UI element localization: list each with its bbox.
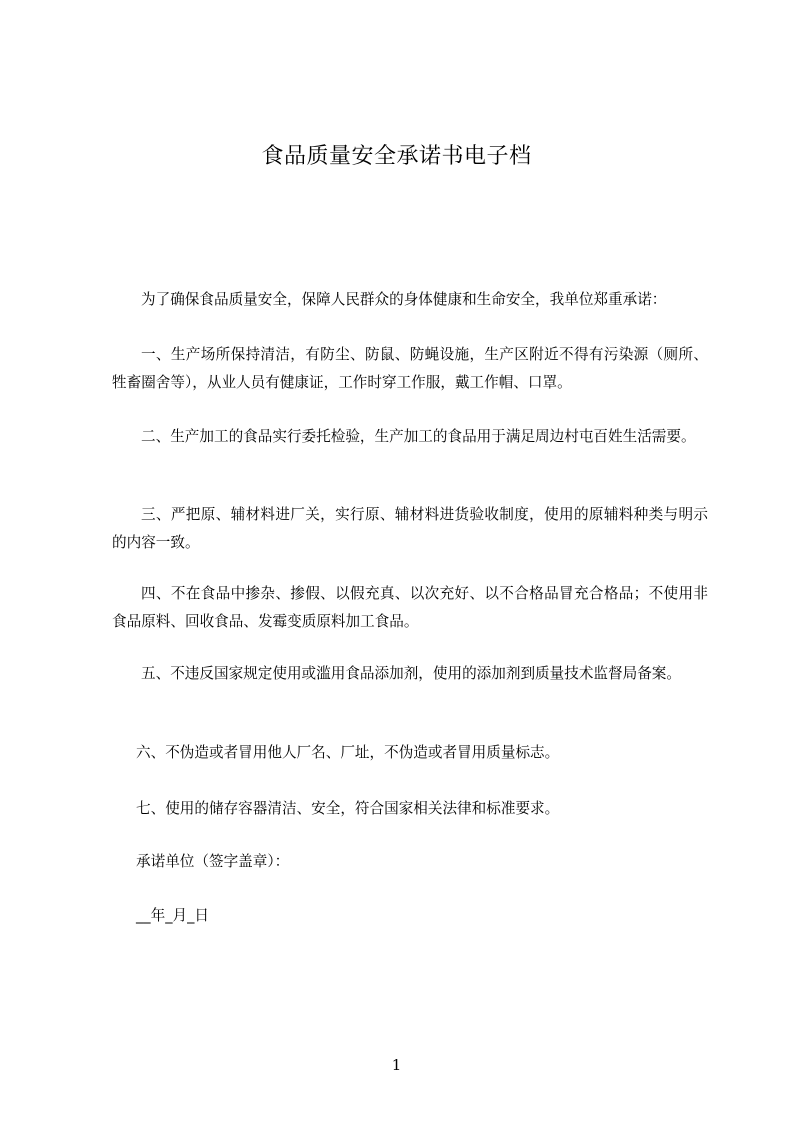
page-number: 1 — [391, 1056, 402, 1074]
commitment-item-6: 六、不伪造或者冒用他人厂名、厂址，不伪造或者冒用质量标志。 — [136, 744, 560, 761]
commitment-item-4: 四、不在食品中掺杂、掺假、以假充真、以次充好、以不合格品冒充合格品；不使用非食品原料、回收食品、发霉变质原料加工食品。 — [112, 585, 708, 630]
commitment-item-2: 二、生产加工的食品实行委托检验，生产加工的食品用于满足周边村屯百姓生活需要。 — [141, 428, 696, 445]
commitment-item-7: 七、使用的储存容器清洁、安全，符合国家相关法律和标准要求。 — [136, 800, 560, 817]
document-title: 食品质量安全承诺书电子档 — [261, 144, 532, 169]
commitment-item-3: 三、严把原、辅材料进厂关，实行原、辅材料进货验收制度，使用的原辅料种类与明示的内容一致。 — [112, 506, 708, 551]
commitment-item-1: 一、生产场所保持清洁，有防尘、防鼠、防蝇设施，生产区附近不得有污染源（厕所、牲畜圈舍等），从业人员有健康证，工作时穿工作服，戴工作帽、口罩。 — [112, 346, 708, 391]
commitment-item-5: 五、不违反国家规定使用或滥用食品添加剂，使用的添加剂到质量技术监督局备案。 — [141, 665, 681, 682]
date-line: __年_月_日 — [136, 907, 209, 924]
intro-paragraph: 为了确保食品质量安全，保障人民群众的身体健康和生命安全，我单位郑重承诺： — [141, 291, 667, 308]
signature-label: 承诺单位（签字盖章）： — [136, 853, 290, 870]
